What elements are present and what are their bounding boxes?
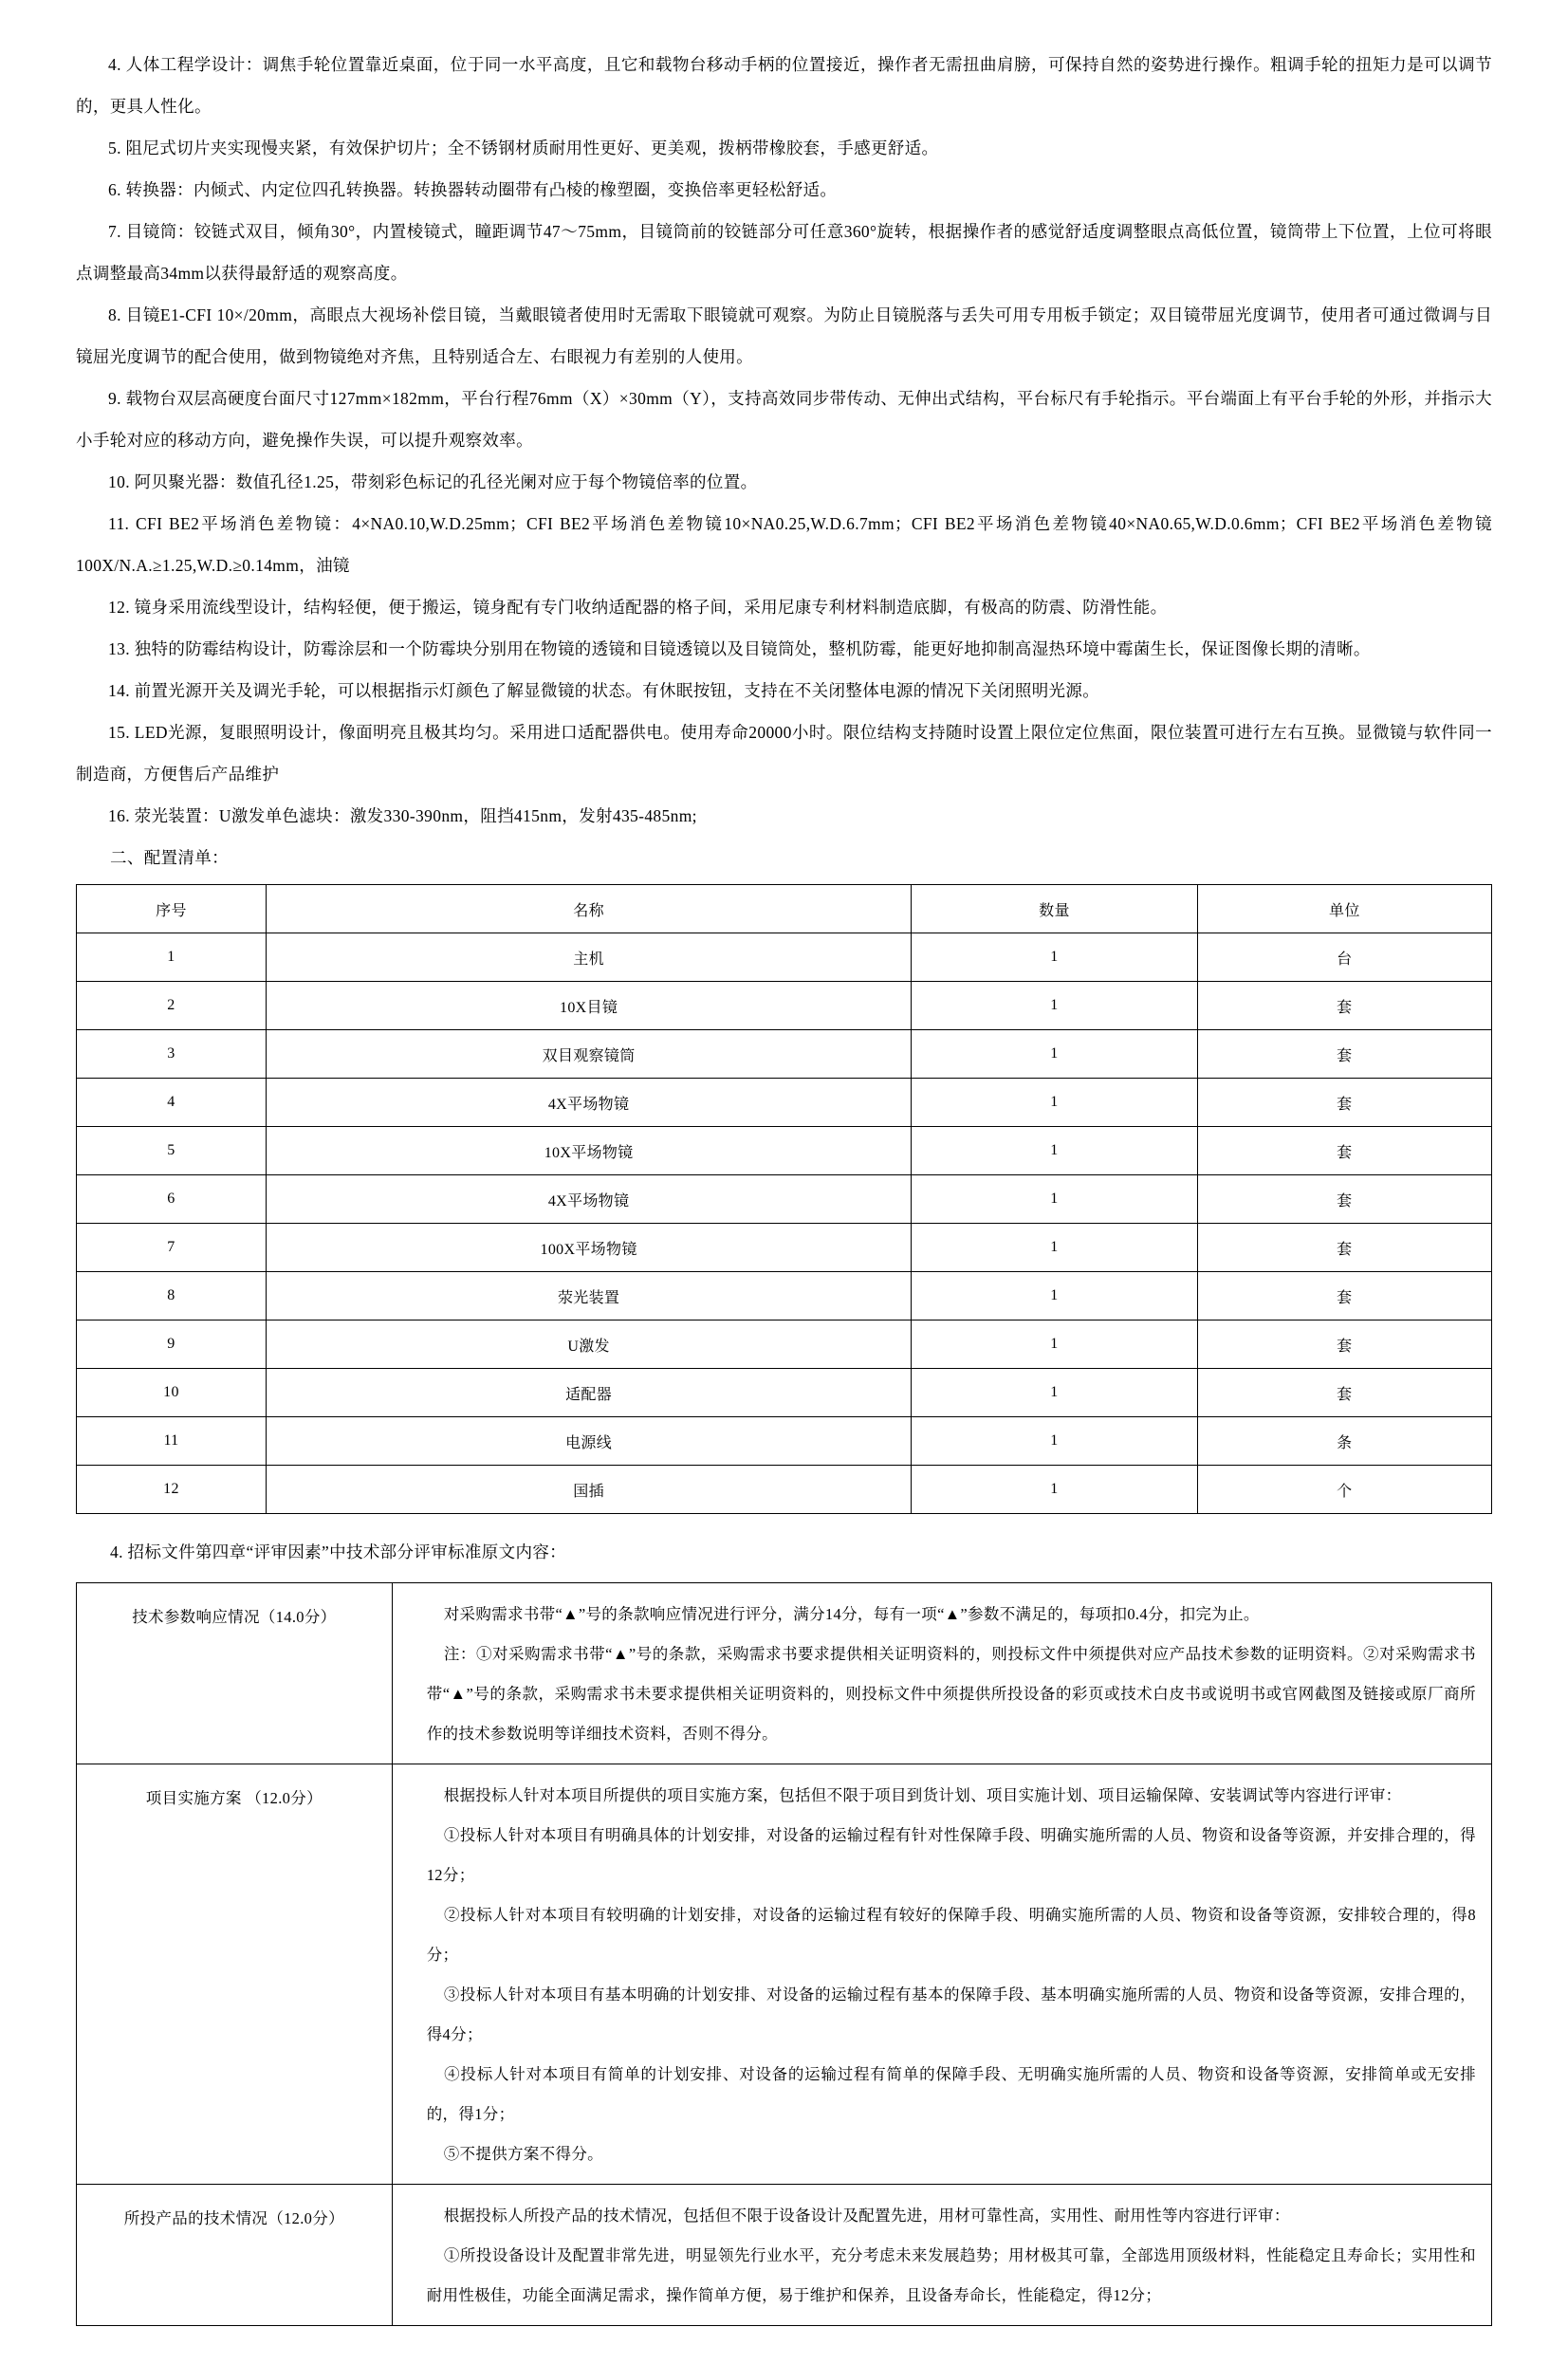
spec-paragraph-14: [76, 670, 1492, 711]
spec-paragraph-text: 14. 前置光源开关及调光手轮，可以根据指示灯颜色了解显微镜的状态。有休眠按钮，支持在不关闭整体电源的情况下关闭照明光源。: [108, 681, 1100, 700]
cell-seq: 8: [77, 1272, 267, 1321]
spec-paragraph-4: [76, 44, 1492, 127]
spec-paragraph-text: 6. 转换器：内倾式、内定位四孔转换器。转换器转动圈带有凸棱的橡塑圈，变换倍率更轻松舒适。: [108, 180, 838, 199]
spec-paragraph-text: 11. CFI BE2平场消色差物镜：4×NA0.10,W.D.25mm；CFI BE2平场消色差物镜10×NA0.25,W.D.6.7mm；CFI BE2平场消色差物镜40×NA0.65,W.D.0.6mm；CFI BE2平场消色差物镜100X/N.A.≥1.25,W.D.≥0.14mm，油镜: [76, 514, 1492, 575]
cell-seq: 5: [77, 1127, 267, 1175]
cell-qty: 1: [912, 1030, 1197, 1079]
cell-seq: 4: [77, 1079, 267, 1127]
criteria-description-line: [427, 2055, 1476, 2134]
cell-qty: 1: [912, 1321, 1197, 1369]
spec-paragraph-list: [76, 44, 1492, 837]
cell-unit: 套: [1197, 1224, 1491, 1272]
cell-name: 适配器: [266, 1369, 911, 1417]
configuration-table: [76, 884, 1492, 1514]
config-section-heading: [76, 837, 1492, 878]
cell-seq: 1: [77, 933, 267, 982]
criteria-row-technical-parameters: [77, 1583, 1492, 1764]
spec-paragraph-10: [76, 461, 1492, 503]
table-row: [77, 1321, 1492, 1369]
criteria-factor-label: 项目实施方案 （12.0分）: [145, 1789, 323, 1807]
cell-name: 荥光装置: [266, 1272, 911, 1321]
criteria-description-text: ④投标人针对本项目有简单的计划安排、对设备的运输过程有简单的保障手段、无明确实施所需的人员、物资和设备等资源，安排简单或无安排的，得1分；: [426, 2065, 1476, 2123]
table-row: [77, 1127, 1492, 1175]
cell-seq: 9: [77, 1321, 267, 1369]
criteria-description-line: [427, 1776, 1476, 1816]
criteria-row-product-technology: [77, 2185, 1492, 2326]
criteria-description-cell: [392, 1583, 1491, 1764]
criteria-description-line: [427, 1595, 1476, 1634]
criteria-section-heading-text: 4. 招标文件第四章“评审因素”中技术部分评审标准原文内容：: [110, 1542, 567, 1561]
spec-paragraph-13: [76, 628, 1492, 670]
spec-paragraph-text: 10. 阿贝聚光器：数值孔径1.25，带刻彩色标记的孔径光阑对应于每个物镜倍率的位置。: [108, 472, 758, 491]
cell-seq: 11: [77, 1417, 267, 1466]
cell-seq: 10: [77, 1369, 267, 1417]
cell-seq: 2: [77, 982, 267, 1030]
spec-paragraph-11: [76, 503, 1492, 586]
config-section-heading-text: 二、配置清单：: [110, 848, 229, 867]
table-row: [77, 1369, 1492, 1417]
table-row: [77, 1030, 1492, 1079]
table-row: [77, 1175, 1492, 1224]
criteria-description-text: 对采购需求书带“▲”号的条款响应情况进行评分，满分14分，每有一项“▲”参数不满足的，每项扣0.4分，扣完为止。: [443, 1605, 1260, 1623]
criteria-description-text: ②投标人针对本项目有较明确的计划安排，对设备的运输过程有较好的保障手段、明确实施所需的人员、物资和设备等资源，安排较合理的，得8分；: [426, 1906, 1476, 1964]
spec-paragraph-6: [76, 169, 1492, 211]
spec-paragraph-text: 5. 阻尼式切片夹实现慢夹紧，有效保护切片；全不锈钢材质耐用性更好、更美观，拨柄带橡胶套，手感更舒适。: [108, 139, 939, 157]
cell-unit: 套: [1197, 1030, 1491, 1079]
cell-name: 4X平场物镜: [266, 1175, 911, 1224]
cell-qty: 1: [912, 1079, 1197, 1127]
cell-qty: 1: [912, 1417, 1197, 1466]
evaluation-criteria-table: [76, 1582, 1492, 2326]
criteria-factor-cell: [77, 1764, 393, 2185]
cell-qty: 1: [912, 982, 1197, 1030]
table-row: [77, 1079, 1492, 1127]
criteria-description-line: [427, 1816, 1476, 1895]
spec-paragraph-15: [76, 711, 1492, 795]
cell-unit: 套: [1197, 1321, 1491, 1369]
cell-name: 10X目镜: [266, 982, 911, 1030]
cell-name: 10X平场物镜: [266, 1127, 911, 1175]
spec-paragraph-7: [76, 211, 1492, 294]
spec-paragraph-5: [76, 127, 1492, 169]
spec-paragraph-text: 12. 镜身采用流线型设计，结构轻便，便于搬运，镜身配有专门收纳适配器的格子间，采用尼康专利材料制造底脚，有极高的防震、防滑性能。: [108, 598, 1168, 617]
column-header-qty: 数量: [912, 885, 1197, 933]
column-header-unit: 单位: [1197, 885, 1491, 933]
criteria-description-text: ①投标人针对本项目有明确具体的计划安排，对设备的运输过程有针对性保障手段、明确实施所需的人员、物资和设备等资源，并安排合理的，得12分；: [426, 1826, 1476, 1884]
cell-name: 电源线: [266, 1417, 911, 1466]
document-body: [76, 44, 1492, 2326]
spec-paragraph-9: [76, 378, 1492, 461]
cell-qty: 1: [912, 1466, 1197, 1514]
criteria-description-text: ①所投设备设计及配置非常先进，明显领先行业水平，充分考虑未来发展趋势；用材极其可靠，全部选用顶级材料，性能稳定且寿命长；实用性和耐用性极佳，功能全面满足需求，操作简单方便，易于维护和保养，且设备寿命长，性能稳定，得12分；: [426, 2246, 1476, 2304]
spec-paragraph-text: 16. 荥光装置：U激发单色滤块：激发330-390nm，阻挡415nm，发射435-485nm;: [108, 806, 697, 825]
cell-seq: 12: [77, 1466, 267, 1514]
cell-name: U激发: [266, 1321, 911, 1369]
table-header-row: [77, 885, 1492, 933]
cell-name: 100X平场物镜: [266, 1224, 911, 1272]
criteria-description-line: [427, 2134, 1476, 2174]
criteria-description-line: [427, 2196, 1476, 2236]
cell-name: 主机: [266, 933, 911, 982]
spec-paragraph-text: 9. 载物台双层高硬度台面尺寸127mm×182mm，平台行程76mm（X）×30mm（Y），支持高效同步带传动、无伸出式结构，平台标尺有手轮指示。平台端面上有平台手轮的外形，并指示大小手轮对应的移动方向，避免操作失误，可以提升观察效率。: [76, 389, 1492, 450]
cell-unit: 套: [1197, 1079, 1491, 1127]
table-row: [77, 1466, 1492, 1514]
criteria-description-text: 注：①对采购需求书带“▲”号的条款，采购需求书要求提供相关证明资料的，则投标文件中须提供对应产品技术参数的证明资料。②对采购需求书带“▲”号的条款，采购需求书未要求提供相关证明资料的，则投标文件中须提供所投设备的彩页或技术白皮书或说明书或官网截图及链接或原厂商所作的技术参数说明等详细技术资料，否则不得分。: [426, 1645, 1476, 1743]
cell-unit: 套: [1197, 1175, 1491, 1224]
criteria-description-line: [427, 1634, 1476, 1754]
cell-qty: 1: [912, 1175, 1197, 1224]
criteria-description-line: [427, 1895, 1476, 1975]
cell-unit: 套: [1197, 982, 1491, 1030]
cell-unit: 套: [1197, 1127, 1491, 1175]
table-row: [77, 1224, 1492, 1272]
criteria-description-text: ⑤不提供方案不得分。: [443, 2145, 604, 2163]
cell-unit: 套: [1197, 1272, 1491, 1321]
table-row: [77, 1272, 1492, 1321]
spec-paragraph-12: [76, 586, 1492, 628]
criteria-row-implementation-plan: [77, 1764, 1492, 2185]
cell-seq: 3: [77, 1030, 267, 1079]
cell-unit: 个: [1197, 1466, 1491, 1514]
spec-paragraph-text: 4. 人体工程学设计：调焦手轮位置靠近桌面，位于同一水平高度，且它和载物台移动手柄的位置接近，操作者无需扭曲肩膀，可保持自然的姿势进行操作。粗调手轮的扭矩力是可以调节的，更具人性化。: [76, 55, 1492, 116]
cell-unit: 套: [1197, 1369, 1491, 1417]
spec-paragraph-text: 15. LED光源，复眼照明设计，像面明亮且极其均匀。采用进口适配器供电。使用寿命20000小时。限位结构支持随时设置上限位定位焦面，限位装置可进行左右互换。显微镜与软件同一制造商，方便售后产品维护: [76, 723, 1492, 784]
cell-qty: 1: [912, 933, 1197, 982]
cell-seq: 6: [77, 1175, 267, 1224]
cell-qty: 1: [912, 1127, 1197, 1175]
cell-qty: 1: [912, 1369, 1197, 1417]
spec-paragraph-8: [76, 294, 1492, 378]
cell-unit: 条: [1197, 1417, 1491, 1466]
cell-qty: 1: [912, 1224, 1197, 1272]
cell-name: 4X平场物镜: [266, 1079, 911, 1127]
table-row: [77, 982, 1492, 1030]
criteria-description-cell: [392, 2185, 1491, 2326]
criteria-description-cell: [392, 1764, 1491, 2185]
criteria-factor-cell: [77, 1583, 393, 1764]
spec-paragraph-16: [76, 795, 1492, 837]
criteria-factor-label: 技术参数响应情况（14.0分）: [132, 1608, 337, 1626]
cell-name: 双目观察镜筒: [266, 1030, 911, 1079]
cell-seq: 7: [77, 1224, 267, 1272]
spec-paragraph-text: 13. 独特的防霉结构设计，防霉涂层和一个防霉块分别用在物镜的透镜和目镜透镜以及目镜筒处，整机防霉，能更好地抑制高湿热环境中霉菌生长，保证图像长期的清晰。: [108, 639, 1371, 658]
cell-qty: 1: [912, 1272, 1197, 1321]
cell-name: 国插: [266, 1466, 911, 1514]
criteria-description-text: ③投标人针对本项目有基本明确的计划安排、对设备的运输过程有基本的保障手段、基本明确实施所需的人员、物资和设备等资源，安排合理的，得4分；: [426, 1985, 1476, 2043]
criteria-factor-label: 所投产品的技术情况（12.0分）: [123, 2209, 344, 2227]
table-row: [77, 933, 1492, 982]
spec-paragraph-text: 7. 目镜筒：铰链式双目，倾角30°，内置棱镜式，瞳距调节47～75mm，目镜筒前的铰链部分可任意360°旋转，根据操作者的感觉舒适度调整眼点高低位置，镜筒带上下位置，上位可将眼点调整最高34mm以获得最舒适的观察高度。: [76, 222, 1492, 283]
spec-paragraph-text: 8. 目镜E1-CFI 10×/20mm，高眼点大视场补偿目镜，当戴眼镜者使用时无需取下眼镜就可观察。为防止目镜脱落与丢失可用专用板手锁定；双目镜带屈光度调节，使用者可通过微调与目镜屈光度调节的配合使用，做到物镜绝对齐焦，且特别适合左、右眼视力有差别的人使用。: [76, 305, 1492, 366]
criteria-description-text: 根据投标人所投产品的技术情况，包括但不限于设备设计及配置先进，用材可靠性高，实用性、耐用性等内容进行评审：: [443, 2207, 1290, 2225]
cell-unit: 台: [1197, 933, 1491, 982]
column-header-name: 名称: [266, 885, 911, 933]
column-header-seq: 序号: [77, 885, 267, 933]
table-row: [77, 1417, 1492, 1466]
criteria-factor-cell: [77, 2185, 393, 2326]
criteria-description-line: [427, 2236, 1476, 2316]
criteria-description-text: 根据投标人针对本项目所提供的项目实施方案，包括但不限于项目到货计划、项目实施计划、项目运输保障、安装调试等内容进行评审：: [443, 1786, 1402, 1804]
criteria-description-line: [427, 1975, 1476, 2055]
criteria-section-heading: [76, 1531, 1492, 1573]
